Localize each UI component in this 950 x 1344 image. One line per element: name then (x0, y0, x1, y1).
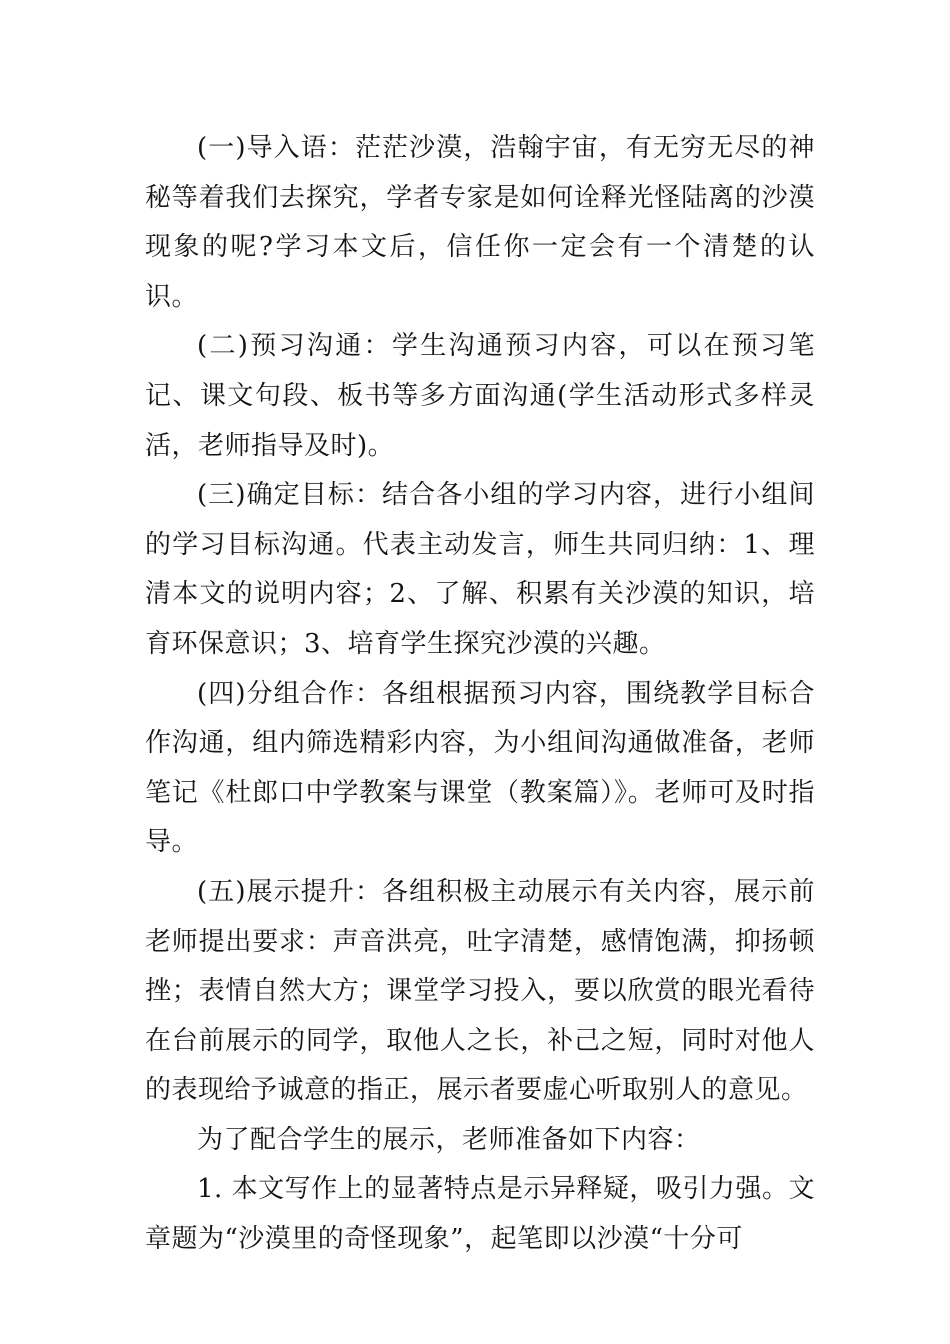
document-body (145, 124, 815, 1265)
paragraph-point-1: 1. 本文写作上的显著特点是示异释疑，吸引力强。文章题为“沙漠里的奇怪现象”，起笔即以沙漠“十分可 (145, 1174, 815, 1255)
paragraph-group-work: (四)分组合作：各组根据预习内容，围绕教学目标合作沟通，组内筛选精彩内容，为小组间沟通做准备，老师笔记《杜郎口中学教案与课堂（教案篇）》。老师可及时指导。 (145, 678, 815, 858)
paragraph-intro: (一)导入语：茫茫沙漠，浩翰宇宙，有无穷无尽的神秘等着我们去探究，学者专家是如何诠释光怪陆离的沙漠现象的呢?学习本文后，信任你一定会有一个清楚的认识。 (145, 133, 815, 312)
paragraph-preview-exchange: (二)预习沟通：学生沟通预习内容，可以在预习笔记、课文句段、板书等多方面沟通(学生活动形式多样灵活，老师指导及时)。 (145, 331, 815, 461)
paragraph-presentation: (五)展示提升：各组积极主动展示有关内容，展示前老师提出要求：声音洪亮，吐字清楚，感情饱满，抑扬顿挫；表情自然大方；课堂学习投入，要以欣赏的眼光看待在台前展示的同学，取他人之长，补己之短，同时对他人的表现给予诚意的指正，展示者要虚心听取别人的意见。 (145, 876, 815, 1106)
paragraph-set-goals: (三)确定目标：结合各小组的学习内容，进行小组间的学习目标沟通。代表主动发言，师生共同归纳：1、理清本文的说明内容；2、了解、积累有关沙漠的知识，培育环保意识；3、培育学生探究沙漠的兴趣。 (145, 480, 815, 659)
paragraph-teacher-prep: 为了配合学生的展示，老师准备如下内容： (197, 1124, 701, 1155)
